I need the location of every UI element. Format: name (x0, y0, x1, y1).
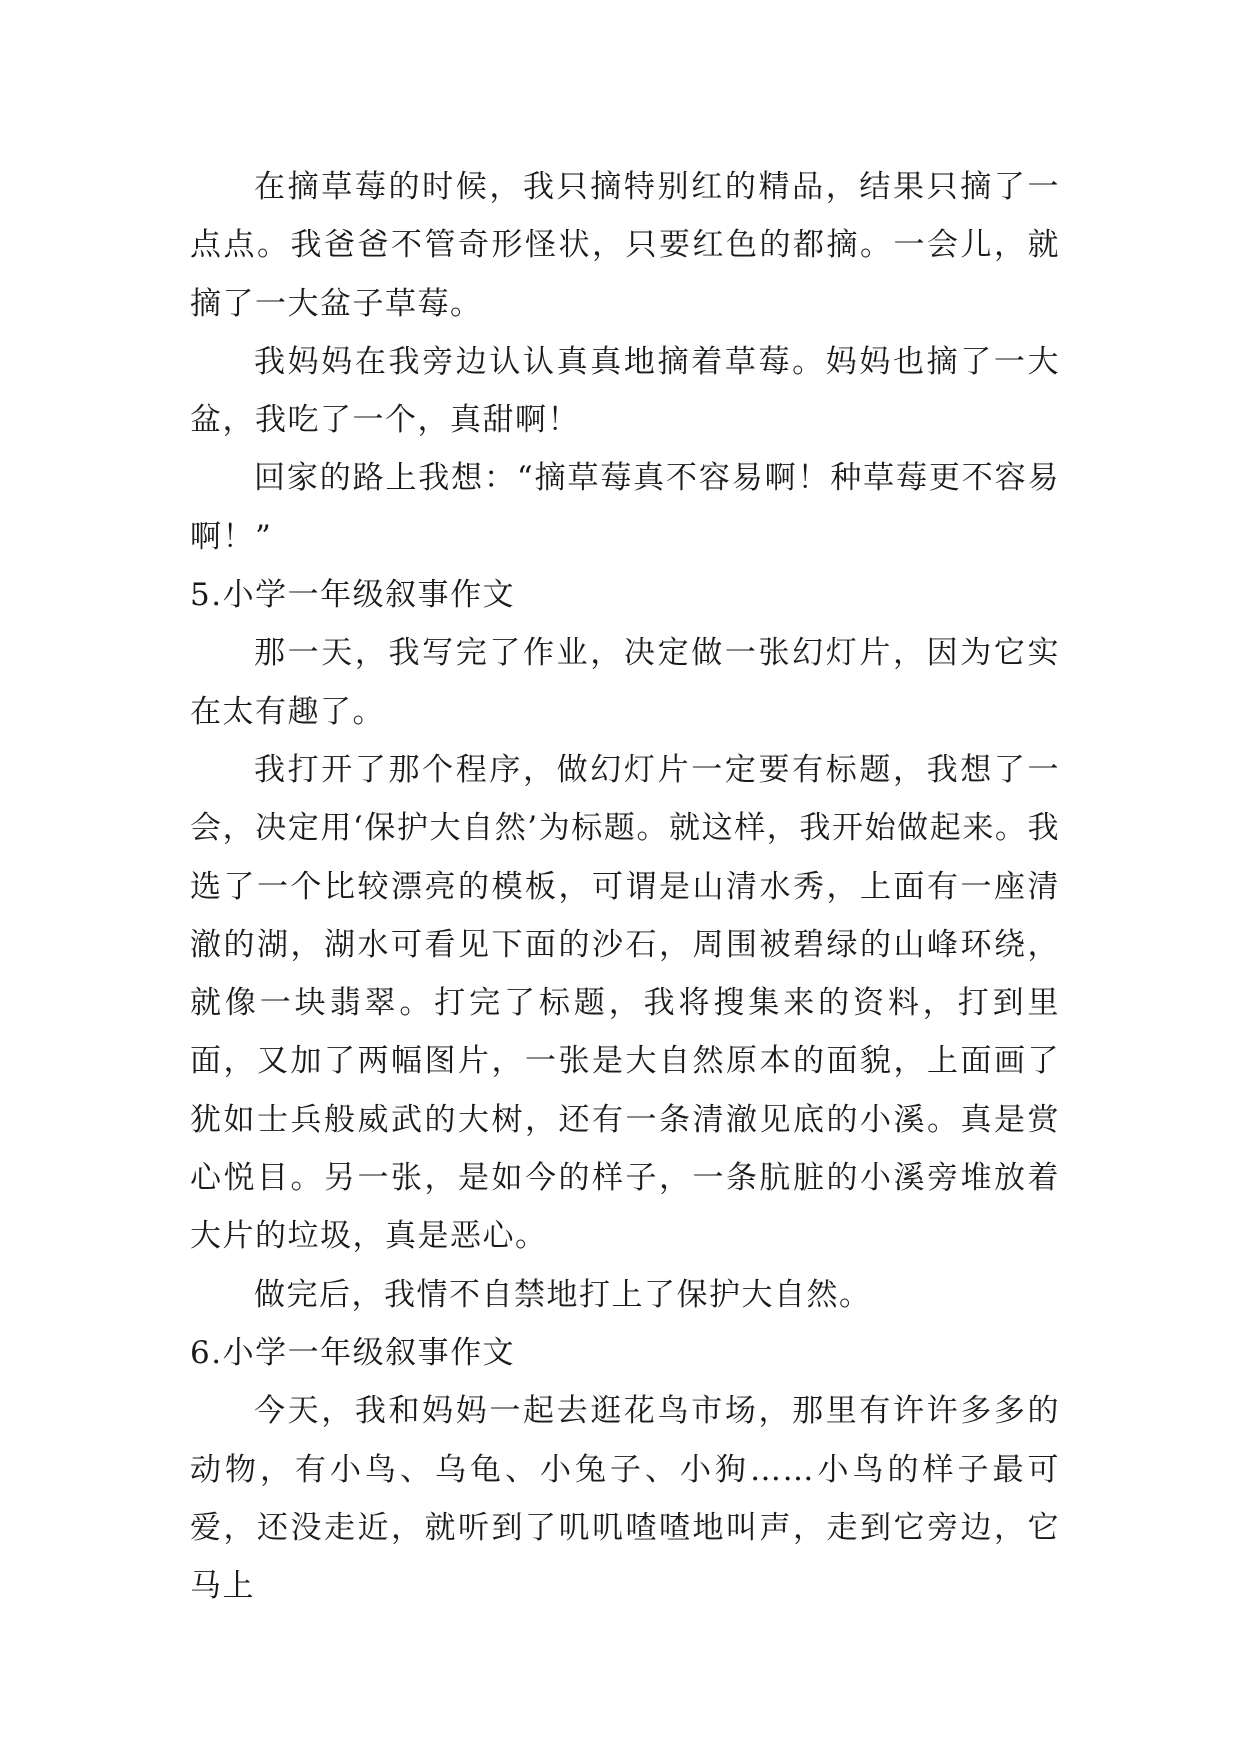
paragraph: 回家的路上我想：“摘草莓真不容易啊！种草莓更不容易啊！” (190, 460, 1060, 555)
paragraph: 我打开了那个程序，做幻灯片一定要有标题，我想了一会，决定用‘保护大自然’为标题。就这样，我开始做起来。我选了一个比较漂亮的模板，可谓是山清水秀，上面有一座清澈的湖，湖水可看见下面的沙石，周围被碧绿的山峰环绕，就像一块翡翠。打完了标题，我将搜集来的资料，打到里面，又加了两幅图片，一张是大自然原本的面貌，上面画了犹如士兵般威武的大树，还有一条清澈见底的小溪。真是赏心悦目。另一张，是如今的样子，一条肮脏的小溪旁堆放着大片的垃圾，真是恶心。 (190, 751, 1060, 1255)
document-body (190, 158, 1060, 1615)
paragraph: 今天，我和妈妈一起去逛花鸟市场，那里有许许多多的动物，有小鸟、乌龟、小兔子、小狗……小鸟的样子最可爱，还没走近，就听到了叽叽喳喳地叫声，走到它旁边，它马上 (190, 1393, 1060, 1605)
paragraph: 那一天，我写完了作业，决定做一张幻灯片，因为它实在太有趣了。 (190, 635, 1060, 730)
section-heading: 5.小学一年级叙事作文 (190, 577, 516, 614)
section-heading: 6.小学一年级叙事作文 (190, 1334, 516, 1371)
paragraph: 在摘草莓的时候，我只摘特别红的精品，结果只摘了一点点。我爸爸不管奇形怪状，只要红色的都摘。一会儿，就摘了一大盆子草莓。 (190, 169, 1060, 322)
paragraph: 我妈妈在我旁边认认真真地摘着草莓。妈妈也摘了一大盆，我吃了一个，真甜啊！ (190, 343, 1060, 439)
paragraph: 做完后，我情不自禁地打上了保护大自然。 (254, 1276, 872, 1313)
